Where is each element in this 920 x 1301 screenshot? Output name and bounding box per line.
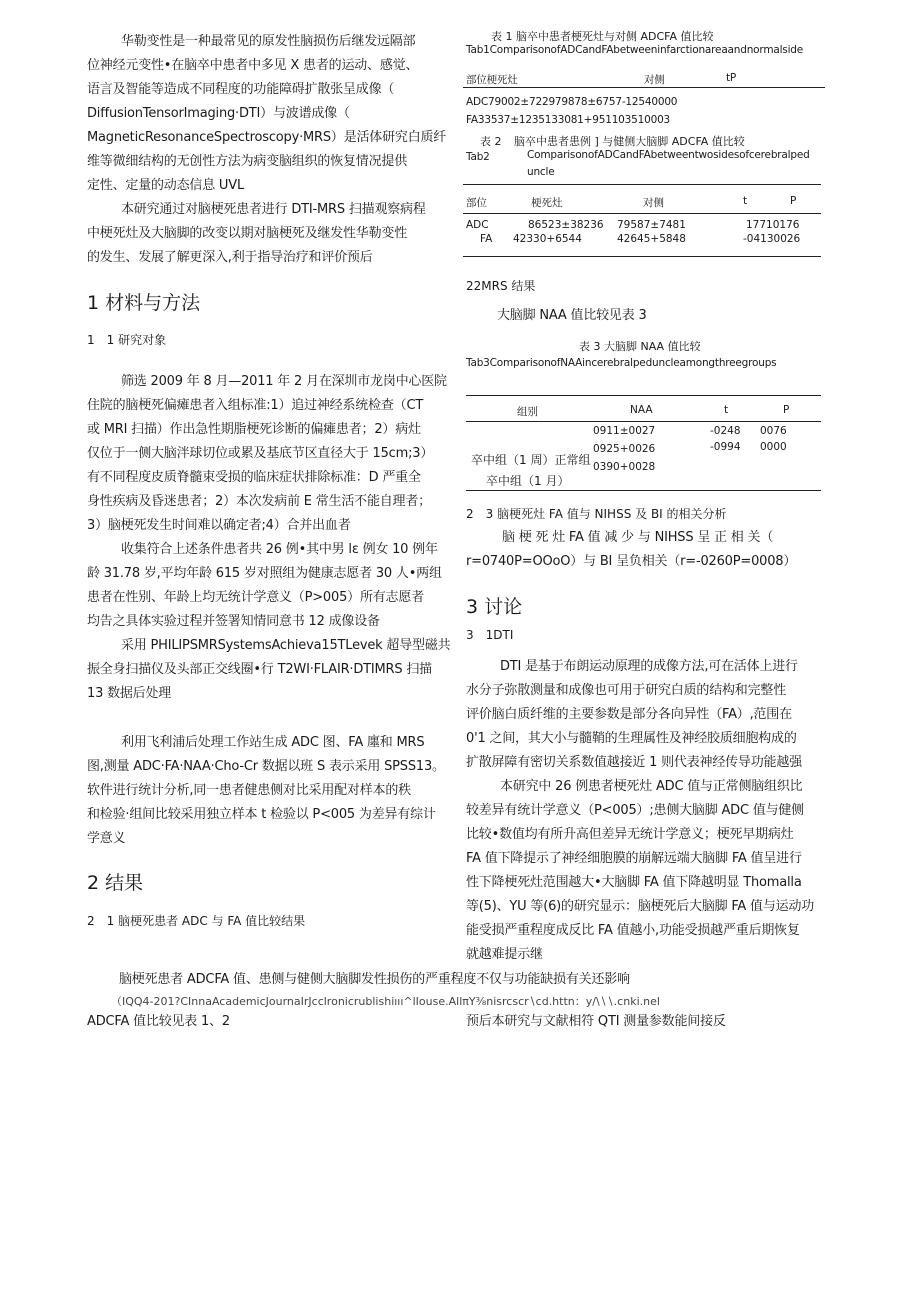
table2-header-contra: 对侧 [643, 197, 664, 209]
table3-naa-2: 0925+0026 [593, 443, 656, 455]
text-line: 能受损严重程度成反比 FA 值越小,功能受损越严重后期恢复 [466, 923, 800, 938]
table1-header-contra: 对侧 [644, 74, 665, 86]
table2-row-adc-infarct: 86523±38236 [528, 219, 604, 231]
text-line: 较差异有统计学意义（P<005）;患侧大脑脚 ADC 值与健侧 [466, 803, 804, 818]
text-line: 学意义 [87, 831, 126, 846]
table1-row-adc: ADC79002±722979878±6757-12540000 [466, 96, 678, 108]
right-column-end: 预后本研究与文献相符 QTI 测量参数能间接反 [466, 1014, 726, 1029]
table2-header-p: P [790, 195, 797, 207]
text-line: 采用 PHILIPSMRSystemsAchieva15TLevek 超导型磁共 [121, 638, 451, 653]
text-line: 13 数据后处理 [87, 686, 172, 701]
table2-header-part: 部位 [466, 197, 487, 209]
text-line: 0'1 之间，其大小与髓鞘的生理属性及神经胶质细胞构成的 [466, 731, 797, 746]
table3-p-2: 0000 [760, 441, 787, 453]
table1-header-part: 部位梗死灶 [466, 74, 518, 86]
text-line: FA 值下降提示了神经细胞膜的崩解远端大脑脚 FA 值呈进行 [466, 851, 802, 866]
table3-caption: 表 3 大脑脚 NAA 值比较 [579, 340, 701, 353]
text-line: 水分子弥散测量和成像也可用于研究白质的结构和完整性 [466, 683, 787, 698]
section-heading-results: 2 结果 [87, 872, 144, 894]
table2-caption: 脑卒中患者患例 ] 与健侧大脑脚 ADCFA 值比较 [514, 135, 745, 148]
text-line: DTI 是基于布朗运动原理的成像方法,可在活体上进行 [500, 659, 798, 674]
text-line: 收集符合上述条件患者共 26 例•其中男 lε 例女 10 例年 [121, 542, 438, 557]
text-line: 华勒变性是一种最常见的原发性脑损伤后继发远隔部 [121, 34, 416, 49]
text-line: 本研究中 26 例患者梗死灶 ADC 值与正常侧脑组织比 [500, 779, 803, 794]
table3-rule-mid [466, 421, 821, 422]
text-line: 就越难提示继 [466, 947, 543, 962]
text-line: 等(5)、YU 等(6)的研究显示：脑梗死后大脑脚 FA 值与运动功 [466, 899, 815, 914]
table2-row-fa-infarct: 42330+6544 [513, 233, 582, 245]
text-line: 住院的脑梗死偏瘫患者入组标准:1）追过神经系统检查（CT [87, 398, 424, 413]
text-line: 本研究通过对脑梗死患者进行 DTI-MRS 扫描观察病程 [121, 202, 426, 217]
table3-rule-top [466, 395, 821, 396]
text-line: 筛选 2009 年 8 月—2011 年 2 月在深圳市龙岗中心医院 [121, 374, 447, 389]
table2-row-fa-tp: -04130026 [743, 233, 801, 245]
text-line: 身性疾病及昏迷患者；2）本次发病前 E 常生活不能自理者； [87, 494, 431, 509]
section-heading-discussion: 3 讨论 [466, 596, 523, 618]
table3-group-2: 卒中组（1 月） [486, 474, 570, 488]
text-line: 利用飞利浦后处理工作站生成 ADC 图、FA 廛和 MRS [121, 735, 425, 750]
text-line: MagneticResonanceSpectroscopy·MRS）是活体研究白质纤 [87, 130, 447, 145]
table3-naa-1: 0911±0027 [593, 425, 656, 437]
subheading-subjects: 1 1 研究对象 [87, 333, 167, 347]
text-line: 均告之具体实验过程并签署知情同意书 12 成像设备 [87, 614, 380, 629]
table3-header-group: 组别 [517, 406, 538, 418]
text-line: 中梗死灶及大脑脚的改变以期对脑梗死及继发性华勒变性 [87, 226, 408, 241]
table2-caption-en-cont: uncle [527, 166, 555, 178]
table2-row-adc-tp: 17710176 [746, 219, 800, 231]
text-line: 位神经元变性•在脑卒中患者中多见 X 患者的运动、感觉、 [87, 58, 419, 73]
text-line: 软件进行统计分析,同一患者健患侧对比采用配对样本的秩 [87, 783, 411, 798]
text-line: DiffusionTensorImaging·DTI）与波谱成像（ [87, 106, 350, 121]
text-line: 评价脑白质纤维的主要参数是部分各向异性（FA）,范围在 [466, 707, 792, 722]
table3-naa-3: 0390+0028 [593, 461, 656, 473]
table2-row-fa-label: FA [480, 233, 493, 245]
section-heading-methods: 1 材料与方法 [87, 292, 201, 314]
table2-caption-no: 表 2 [480, 135, 502, 148]
table2-row-adc-label: ADC [466, 219, 489, 231]
subheading-mrs-results: 22MRS 结果 [466, 279, 536, 293]
text-line: 或 MRI 扫描）作出急性期脂梗死诊断的偏瘫患者；2）病灶 [87, 422, 421, 437]
table3-header-t: t [724, 404, 729, 416]
subheading-dti: 3 1DTI [466, 628, 514, 642]
text-line: 有不同程度皮质脊髓束受损的临床症状排除标准：D 严重全 [87, 470, 421, 485]
text-line: 图,测量 ADC·FA·NAA·Cho-Cr 数据以班 S 表示采用 SPSS13。 [87, 759, 445, 774]
table1-row-fa: FA33537±1235133081+951103510003 [466, 114, 671, 126]
table2-rule-top [463, 184, 821, 185]
table3-t-1: -0248 [710, 425, 741, 437]
text-line: 脑 梗 死 灶 FA 值 减 少 与 NIHSS 呈 正 相 关（ [502, 530, 774, 545]
table2-tab-no: Tab2 [466, 151, 490, 163]
table2-header-infarct: 梗死灶 [531, 197, 563, 209]
table1-caption-en: Tab1ComparisonofADCandFAbetweeninfarctionareaandnormalside [466, 44, 804, 56]
text-line: 比较•数值均有所升高但差异无统计学意义；梗死早期病灶 [466, 827, 794, 842]
cnki-watermark: （IQQ4-201?CInnaAcademicJournaIrJcclronicrublishiııı^lIouse.AllπΥ⅜nisrcscr∖cd.httn：y/\∖∖.cnki.nel [111, 995, 660, 1008]
table3-header-p: P [783, 404, 790, 416]
continuation-line: 脑梗死患者 ADCFA 值、患侧与健侧大脑脚发性损伤的严重程度不仅与功能缺损有关还影响 [119, 972, 630, 987]
subheading-correlation: 2 3 脑梗死灶 FA 值与 NIHSS 及 BI 的相关分析 [466, 507, 727, 521]
text-line: r=0740P=OOoO）与 BI 呈负相关（r=-0260P=0008） [466, 554, 797, 569]
text-line: 维等微细结构的无创性方法为病变脑组织的恢复情况提供 [87, 154, 408, 169]
table1-rule [463, 87, 825, 88]
table2-row-adc-contra: 79587±7481 [617, 219, 686, 231]
table2-rule-bottom [463, 256, 821, 257]
text-line: 的发生、发展了解更深入,利于指导治疗和评价预后 [87, 250, 373, 265]
table2-row-fa-contra: 42645+5848 [617, 233, 686, 245]
text-line: 性下降梗死灶范围越大•大脑脚 FA 值下降越明显 Thomalla [466, 875, 802, 890]
table1-header-tp: tP [726, 72, 737, 84]
text-line: 振全身扫描仪及头部正交线圈•行 T2WI·FLAIR·DTIMRS 扫描 [87, 662, 432, 677]
text-line: 龄 31.78 岁,平均年龄 615 岁对照组为健康志愿者 30 人•两组 [87, 566, 442, 581]
text-line: 定性、定量的动态信息 UVL [87, 178, 244, 193]
mrs-results-text: 大脑脚 NAA 值比较见表 3 [497, 308, 647, 323]
table2-caption-en: ComparisonofADCandFAbetweentwosidesofcerebralped [527, 149, 810, 161]
text-line: 仅位于一侧大脑泮球切位或累及基底节区直径大于 15cm;3） [87, 446, 434, 461]
table3-header-naa: NAA [630, 404, 653, 416]
text-line: 扩散屏障有密切关系数值越接近 1 则代表神经传导功能越强 [466, 755, 802, 770]
left-column-end: ADCFA 值比较见表 1、2 [87, 1014, 230, 1029]
table2-header-t: t [743, 195, 748, 207]
table3-caption-en: Tab3ComparisonofNAAincerebralpeduncleamongthreegroups [466, 357, 777, 369]
text-line: 语言及智能等造成不同程度的功能障碍扩散张呈成像（ [87, 82, 395, 97]
table1-caption: 表 1 脑卒中患者梗死灶与对侧 ADCFA 值比较 [491, 30, 714, 43]
text-line: 和检验·组间比较采用独立样本 t 检验以 P<005 为差异有综计 [87, 807, 436, 822]
table3-p-1: 0076 [760, 425, 787, 437]
table3-t-2: -0994 [710, 441, 741, 453]
subheading-results-2-1: 2 1 脑梗死患者 ADC 与 FA 值比较结果 [87, 914, 306, 928]
text-line: 3）脑梗死发生时间难以确定者;4）合并出血者 [87, 518, 351, 533]
table3-group-1: 卒中组（1 周）正常组 [471, 453, 591, 467]
table3-rule-bottom [466, 490, 821, 491]
text-line: 患者在性别、年龄上均无统计学意义（P>005）所有志愿者 [87, 590, 424, 605]
table2-rule-mid [463, 213, 821, 214]
